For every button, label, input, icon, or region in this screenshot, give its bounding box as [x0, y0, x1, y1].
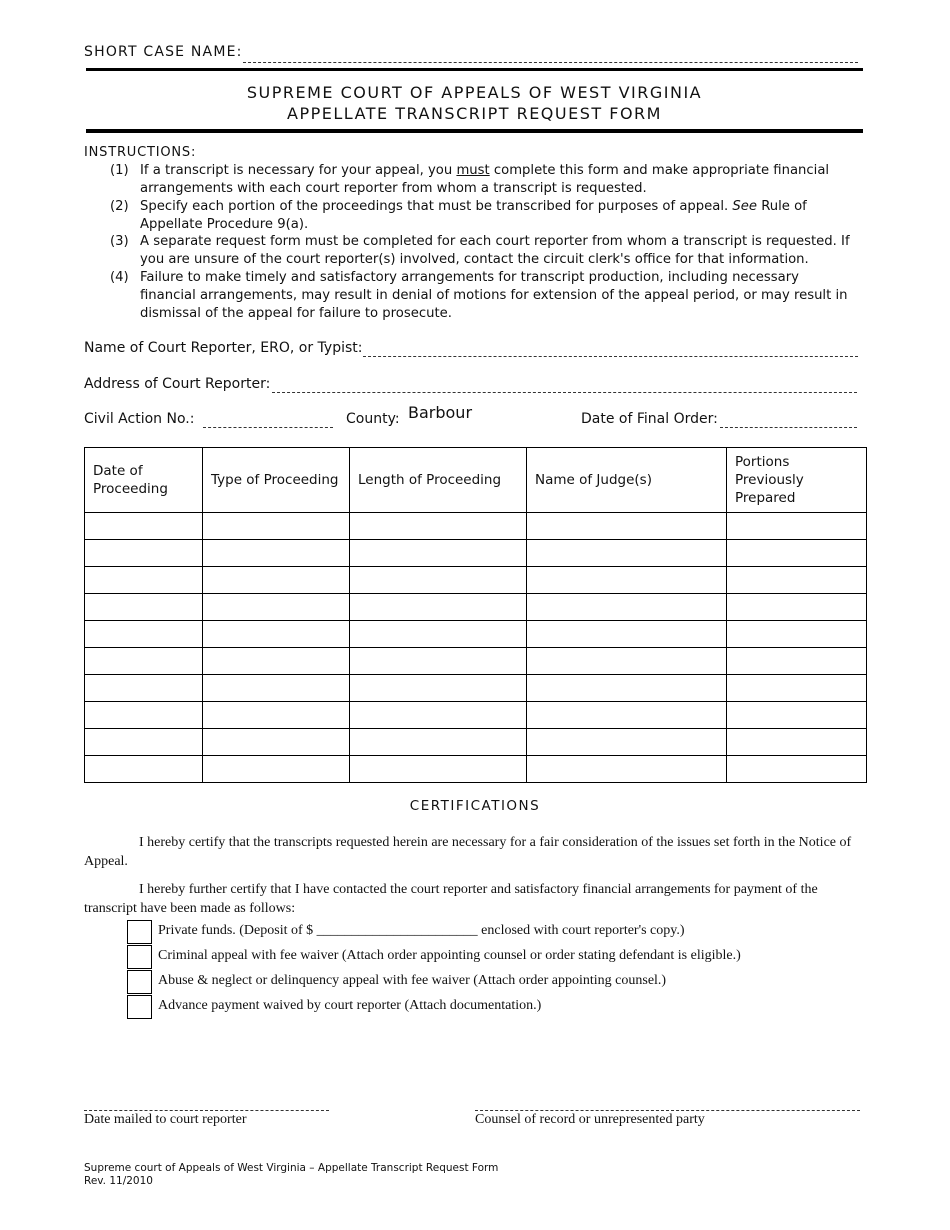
table-cell[interactable] — [527, 648, 727, 675]
certifications-heading: CERTIFICATIONS — [409, 798, 541, 814]
criminal-fee-waiver-checkbox[interactable] — [127, 945, 152, 969]
footer — [84, 1162, 498, 1188]
header-bottom-rule — [86, 129, 863, 133]
private-funds-label: Private funds. (Deposit of $ _______________________ enclosed with court reporter's copy.) — [158, 923, 685, 938]
table-row — [85, 540, 867, 567]
table-cell[interactable] — [85, 702, 203, 729]
table-cell[interactable] — [85, 540, 203, 567]
instruction-text: If a transcript is necessary for your appeal, you — [140, 163, 457, 178]
table-cell[interactable] — [85, 621, 203, 648]
table-cell[interactable] — [727, 675, 867, 702]
table-cell[interactable] — [350, 648, 527, 675]
instructions-heading: INSTRUCTIONS: — [84, 145, 197, 160]
table-cell[interactable] — [203, 675, 350, 702]
table-cell[interactable] — [350, 567, 527, 594]
table-row — [85, 675, 867, 702]
instruction-number: (4) — [110, 270, 129, 285]
short-case-name-field[interactable] — [243, 62, 858, 63]
instruction-item — [110, 162, 850, 198]
table-cell[interactable] — [85, 567, 203, 594]
table-cell[interactable] — [203, 540, 350, 567]
footer-form-title: Supreme court of Appeals of West Virginia – Appellate Transcript Request Form — [84, 1162, 499, 1174]
table-cell[interactable] — [203, 567, 350, 594]
criminal-fee-waiver-label: Criminal appeal with fee waiver (Attach order appointing counsel or order stating defendant is eligible.) — [158, 948, 741, 963]
table-row — [85, 621, 867, 648]
reporter-address-label: Address of Court Reporter: — [84, 376, 271, 392]
instruction-item — [110, 233, 850, 269]
table-cell[interactable] — [350, 513, 527, 540]
table-cell[interactable] — [727, 621, 867, 648]
table-cell[interactable] — [203, 594, 350, 621]
civil-action-label: Civil Action No.: — [84, 411, 195, 427]
table-row — [85, 567, 867, 594]
table-cell[interactable] — [350, 594, 527, 621]
advance-payment-waived-checkbox[interactable] — [127, 995, 152, 1019]
table-cell[interactable] — [527, 540, 727, 567]
court-reporter-label: Name of Court Reporter, ERO, or Typist: — [84, 340, 363, 356]
instruction-item — [110, 269, 850, 323]
reporter-address-field[interactable] — [272, 392, 857, 393]
final-order-field[interactable] — [720, 427, 857, 428]
table-cell[interactable] — [203, 756, 350, 783]
table-cell[interactable] — [727, 756, 867, 783]
instruction-number: (2) — [110, 199, 129, 214]
table-cell[interactable] — [85, 594, 203, 621]
instruction-number: (1) — [110, 163, 129, 178]
table-row — [85, 594, 867, 621]
col-judge-header: Name of Judge(s) — [527, 448, 727, 513]
county-label: County: — [346, 411, 400, 427]
table-cell[interactable] — [527, 594, 727, 621]
table-cell[interactable] — [527, 621, 727, 648]
table-cell[interactable] — [527, 756, 727, 783]
final-order-label: Date of Final Order: — [581, 411, 718, 427]
table-cell[interactable] — [727, 729, 867, 756]
table-cell[interactable] — [203, 729, 350, 756]
counsel-signature-field[interactable] — [475, 1110, 860, 1111]
table-cell[interactable] — [527, 702, 727, 729]
table-cell[interactable] — [350, 540, 527, 567]
table-row — [85, 648, 867, 675]
table-cell[interactable] — [527, 513, 727, 540]
date-mailed-label: Date mailed to court reporter — [84, 1112, 247, 1127]
table-cell[interactable] — [727, 702, 867, 729]
table-cell[interactable] — [85, 756, 203, 783]
table-cell[interactable] — [527, 675, 727, 702]
table-cell[interactable] — [527, 729, 727, 756]
proceedings-table — [84, 447, 867, 783]
private-funds-checkbox[interactable] — [127, 920, 152, 944]
table-cell[interactable] — [85, 675, 203, 702]
certification-paragraph-1: I hereby certify that the transcripts requested herein are necessary for a fair consideration of the issues set forth in the Notice of Appeal. — [84, 835, 852, 869]
table-cell[interactable] — [727, 513, 867, 540]
instruction-number: (3) — [110, 234, 129, 249]
table-row — [85, 513, 867, 540]
table-cell[interactable] — [203, 621, 350, 648]
instruction-text: Failure to make timely and satisfactory arrangements for transcript production, including necessary financial arrangements, may result in denial of motions for extension of the appeal period, or may result in dismissal of the appeal for failure to prosecute. — [140, 270, 848, 321]
table-cell[interactable] — [85, 729, 203, 756]
advance-payment-waived-label: Advance payment waived by court reporter (Attach documentation.) — [158, 998, 542, 1013]
table-row — [85, 729, 867, 756]
short-case-name-label: SHORT CASE NAME: — [84, 44, 243, 60]
table-cell[interactable] — [527, 567, 727, 594]
instruction-text: complete this form and make appropriate financial arrangements with each court reporter from whom a transcript is requested. — [140, 163, 830, 196]
table-row — [85, 756, 867, 783]
table-cell[interactable] — [350, 702, 527, 729]
table-cell[interactable] — [350, 729, 527, 756]
table-header-row — [85, 448, 867, 513]
form-name: APPELLATE TRANSCRIPT REQUEST FORM — [287, 104, 662, 123]
court-name: SUPREME COURT OF APPEALS OF WEST VIRGINIA — [246, 83, 703, 102]
date-mailed-field[interactable] — [84, 1110, 329, 1111]
col-date-header: Date of Proceeding — [85, 448, 203, 513]
table-cell[interactable] — [203, 648, 350, 675]
court-reporter-field[interactable] — [363, 356, 858, 357]
table-cell[interactable] — [727, 594, 867, 621]
county-field[interactable]: Barbour — [408, 403, 473, 422]
form-title — [86, 82, 863, 124]
instruction-text: A separate request form must be completed for each court reporter from whom a transcript is requested. If you are unsure of the court reporter(s) involved, contact the circuit clerk's office for that information. — [140, 234, 850, 267]
certification-paragraph-2: I hereby further certify that I have contacted the court reporter and satisfactory financial arrangements for payment of the transcript have been made as follows: — [84, 882, 818, 916]
table-cell[interactable] — [203, 702, 350, 729]
abuse-neglect-fee-waiver-checkbox[interactable] — [127, 970, 152, 994]
instruction-text: Specify each portion of the proceedings that must be transcribed for purposes of appeal. — [140, 199, 733, 214]
civil-action-field[interactable] — [203, 427, 333, 428]
col-length-header: Length of Proceeding — [350, 448, 527, 513]
table-row — [85, 702, 867, 729]
abuse-neglect-fee-waiver-label: Abuse & neglect or delinquency appeal with fee waiver (Attach order appointing counsel.) — [158, 973, 667, 988]
footer-revision: Rev. 11/2010 — [84, 1175, 153, 1187]
table-cell[interactable] — [203, 513, 350, 540]
table-cell[interactable] — [85, 513, 203, 540]
instruction-emphasis: must — [456, 163, 490, 178]
table-cell[interactable] — [727, 567, 867, 594]
header-top-rule — [86, 68, 863, 71]
table-cell[interactable] — [727, 540, 867, 567]
col-portions-header: Portions Previously Prepared — [727, 448, 867, 513]
counsel-signature-label: Counsel of record or unrepresented party — [475, 1112, 705, 1127]
table-cell[interactable] — [727, 648, 867, 675]
table-cell[interactable] — [350, 675, 527, 702]
table-cell[interactable] — [350, 756, 527, 783]
table-cell[interactable] — [85, 648, 203, 675]
col-type-header: Type of Proceeding — [203, 448, 350, 513]
instruction-text: Rule of Appellate Procedure 9(a). — [140, 199, 807, 232]
instruction-item — [110, 198, 850, 234]
table-cell[interactable] — [350, 621, 527, 648]
instruction-emphasis: See — [732, 199, 758, 214]
